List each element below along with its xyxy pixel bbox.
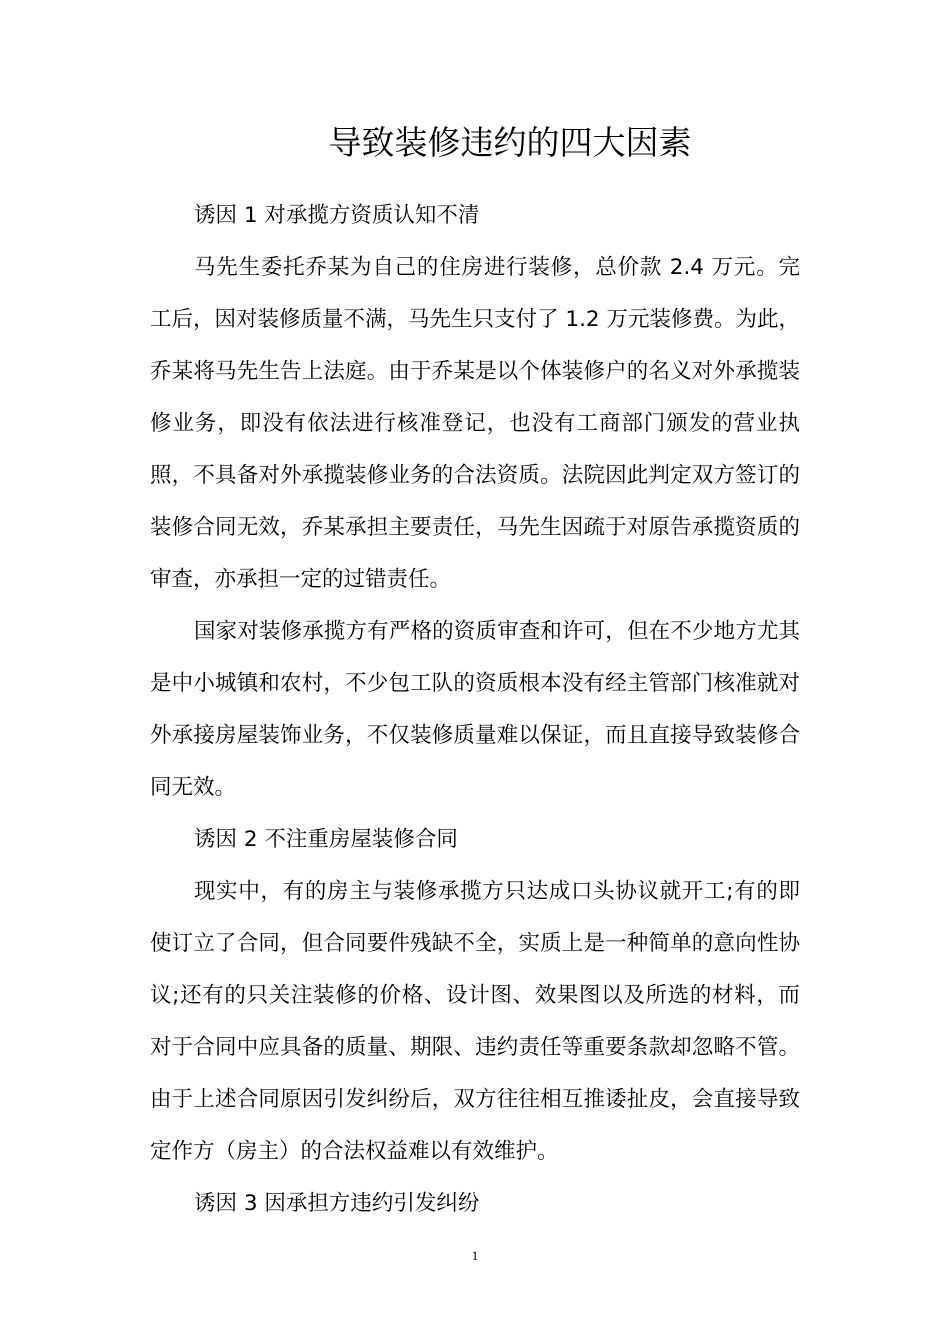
page-number: 1 [471, 1248, 479, 1263]
paragraph: 马先生委托乔某为自己的住房进行装修，总价款 2.4 万元。完工后，因对装修质量不满，马先生只支付了 1.2 万元装修费。为此，乔某将马先生告上法庭。由于乔某是以个体装修户的名义对外承揽装修业务，即没有依法进行核准登记，也没有工商部门颁发的营业执照，不具备对外承揽装修业务的合法资质。法院因此判定双方签订的装修合同无效，乔某承担主要责任，马先生因疏于对原告承揽资质的审查，亦承担一定的过错责任。 [150, 255, 800, 592]
section-heading: 诱因 1 对承揽方资质认知不清 [194, 203, 480, 228]
paragraph: 国家对装修承揽方有严格的资质审查和许可，但在不少地方尤其是中小城镇和农村，不少包工队的资质根本没有经主管部门核准就对外承接房屋装饰业务，不仅装修质量难以保证，而且直接导致装修合同无效。 [150, 619, 800, 800]
section-heading: 诱因 2 不注重房屋装修合同 [194, 827, 458, 852]
document-title: 导致装修违约的四大因素 [328, 123, 692, 162]
document-body [150, 190, 800, 1230]
paragraph: 现实中，有的房主与装修承揽方只达成口头协议就开工;有的即使订立了合同，但合同要件残缺不全，实质上是一种简单的意向性协议;还有的只关注装修的价格、设计图、效果图以及所选的材料，而对于合同中应具备的质量、期限、违约责任等重要条款却忽略不管。由于上述合同原因引发纠纷后，双方往往相互推诿扯皮，会直接导致定作方（房主）的合法权益难以有效维护。 [150, 879, 800, 1164]
section-heading: 诱因 3 因承担方违约引发纠纷 [194, 1191, 480, 1216]
